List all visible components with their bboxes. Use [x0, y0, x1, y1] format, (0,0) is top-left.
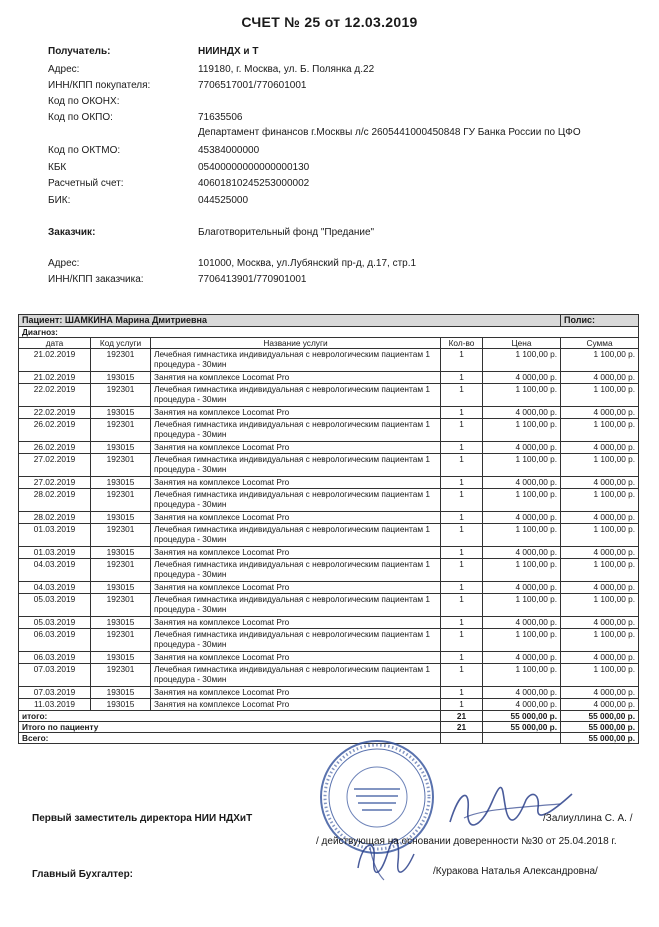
- table-row: [19, 512, 639, 524]
- cell-date: 26.02.2019: [19, 419, 91, 442]
- table-row: [19, 687, 639, 699]
- totals-sum: 55 000,00 р.: [561, 733, 639, 744]
- cell-code: 193015: [91, 699, 151, 711]
- cell-date: 07.03.2019: [19, 664, 91, 687]
- services-table: [18, 314, 639, 744]
- table-row: [19, 524, 639, 547]
- cell-service-name: Занятия на комплексе Locomat Pro: [151, 407, 441, 419]
- cell-price: 4 000,00 р.: [483, 699, 561, 711]
- cell-service-name: Лечебная гимнастика индивидуальная с неврологическим пациентам 1 процедура - 30мин: [151, 419, 441, 442]
- cell-price: 1 100,00 р.: [483, 489, 561, 512]
- cell-qty: 1: [441, 489, 483, 512]
- cell-service-name: Лечебная гимнастика индивидуальная с неврологическим пациентам 1 процедура - 30мин: [151, 384, 441, 407]
- cell-service-name: Лечебная гимнастика индивидуальная с неврологическим пациентам 1 процедура - 30мин: [151, 454, 441, 477]
- cell-code: 193015: [91, 547, 151, 559]
- cell-service-name: Занятия на комплексе Locomat Pro: [151, 617, 441, 629]
- cell-code: 193015: [91, 372, 151, 384]
- cell-code: 192301: [91, 559, 151, 582]
- cell-sum: 1 100,00 р.: [561, 664, 639, 687]
- cell-date: 07.03.2019: [19, 687, 91, 699]
- accountant-name: /Куракова Наталья Александровна/: [433, 866, 598, 877]
- col-header-date: дата: [19, 338, 91, 349]
- cell-price: 4 000,00 р.: [483, 582, 561, 594]
- cell-service-name: Занятия на комплексе Locomat Pro: [151, 582, 441, 594]
- cell-sum: 4 000,00 р.: [561, 699, 639, 711]
- cell-sum: 1 100,00 р.: [561, 524, 639, 547]
- cell-service-name: Занятия на комплексе Locomat Pro: [151, 652, 441, 664]
- cell-date: 06.03.2019: [19, 629, 91, 652]
- table-row: [19, 489, 639, 512]
- recipient-field-label: Код по ОКПО:: [48, 112, 113, 123]
- cell-sum: 1 100,00 р.: [561, 454, 639, 477]
- diagnosis-label: Диагноз:: [19, 327, 639, 338]
- cell-sum: 4 000,00 р.: [561, 442, 639, 454]
- cell-price: 4 000,00 р.: [483, 512, 561, 524]
- cell-price: 1 100,00 р.: [483, 454, 561, 477]
- cell-sum: 4 000,00 р.: [561, 582, 639, 594]
- cell-code: 192301: [91, 349, 151, 372]
- cell-code: 192301: [91, 524, 151, 547]
- customer-field-value: 101000, Москва, ул.Лубянский пр-д, д.17, стр.1: [198, 258, 417, 269]
- cell-date: 21.02.2019: [19, 349, 91, 372]
- cell-sum: 4 000,00 р.: [561, 547, 639, 559]
- director-name: /Залиуллина С. А. /: [543, 813, 633, 824]
- cell-code: 192301: [91, 664, 151, 687]
- recipient-label: Получатель:: [48, 46, 111, 57]
- cell-code: 192301: [91, 489, 151, 512]
- table-row: [19, 547, 639, 559]
- cell-sum: 4 000,00 р.: [561, 407, 639, 419]
- cell-price: 1 100,00 р.: [483, 419, 561, 442]
- recipient-field-label: КБК: [48, 162, 67, 173]
- cell-price: 4 000,00 р.: [483, 477, 561, 489]
- cell-date: 26.02.2019: [19, 442, 91, 454]
- cell-price: 1 100,00 р.: [483, 664, 561, 687]
- recipient-field-value: 71635506: [198, 112, 243, 123]
- cell-date: 28.02.2019: [19, 489, 91, 512]
- recipient-field-label: БИК:: [48, 195, 71, 206]
- col-header-price: Цена: [483, 338, 561, 349]
- recipient-field-label: ИНН/КПП покупателя:: [48, 80, 151, 91]
- totals-label: итого:: [19, 711, 441, 722]
- cell-price: 4 000,00 р.: [483, 372, 561, 384]
- cell-code: 193015: [91, 617, 151, 629]
- recipient-field-label: Код по ОКТМО:: [48, 145, 121, 156]
- col-header-name: Название услуги: [151, 338, 441, 349]
- cell-qty: 1: [441, 512, 483, 524]
- table-header-row: [19, 338, 639, 349]
- customer-field-value: 7706413901/770901001: [198, 274, 307, 285]
- cell-qty: 1: [441, 699, 483, 711]
- recipient-name: НИИНДХ и Т: [198, 46, 259, 57]
- cell-price: 1 100,00 р.: [483, 349, 561, 372]
- cell-code: 192301: [91, 419, 151, 442]
- table-row: [19, 594, 639, 617]
- cell-price: 1 100,00 р.: [483, 524, 561, 547]
- totals-label: Итого по пациенту: [19, 722, 441, 733]
- recipient-field-value: 05400000000000000130: [198, 162, 310, 173]
- recipient-field-value: 119180, г. Москва, ул. Б. Полянка д.22: [198, 64, 375, 75]
- cell-code: 193015: [91, 687, 151, 699]
- cell-price: 1 100,00 р.: [483, 384, 561, 407]
- cell-sum: 4 000,00 р.: [561, 477, 639, 489]
- patient-row: [19, 315, 639, 327]
- cell-qty: 1: [441, 384, 483, 407]
- director-signature: [440, 780, 580, 840]
- totals-sum: 55 000,00 р.: [561, 722, 639, 733]
- totals-qty: 21: [441, 722, 483, 733]
- cell-sum: 1 100,00 р.: [561, 594, 639, 617]
- cell-qty: 1: [441, 349, 483, 372]
- customer-field-label: ИНН/КПП заказчика:: [48, 274, 144, 285]
- table-row: [19, 384, 639, 407]
- cell-price: 1 100,00 р.: [483, 594, 561, 617]
- cell-date: 22.02.2019: [19, 384, 91, 407]
- recipient-field-value: 45384000000: [198, 145, 260, 156]
- cell-sum: 1 100,00 р.: [561, 489, 639, 512]
- cell-price: 4 000,00 р.: [483, 442, 561, 454]
- cell-date: 05.03.2019: [19, 617, 91, 629]
- cell-price: 1 100,00 р.: [483, 559, 561, 582]
- cell-date: 04.03.2019: [19, 559, 91, 582]
- cell-code: 193015: [91, 652, 151, 664]
- totals-label: Всего:: [19, 733, 441, 744]
- cell-code: 192301: [91, 629, 151, 652]
- services-table-wrap: [18, 314, 638, 744]
- totals-row: [19, 722, 639, 733]
- cell-code: 192301: [91, 454, 151, 477]
- totals-row: [19, 711, 639, 722]
- table-row: [19, 652, 639, 664]
- cell-date: 01.03.2019: [19, 547, 91, 559]
- cell-price: 1 100,00 р.: [483, 629, 561, 652]
- cell-sum: 4 000,00 р.: [561, 617, 639, 629]
- table-row: [19, 559, 639, 582]
- cell-date: 28.02.2019: [19, 512, 91, 524]
- recipient-field-label: Адрес:: [48, 64, 80, 75]
- cell-qty: 1: [441, 594, 483, 617]
- cell-date: 21.02.2019: [19, 372, 91, 384]
- invoice-title: СЧЕТ № 25 от 12.03.2019: [241, 14, 418, 30]
- director-label: Первый заместитель директора НИИ НДХиТ: [32, 813, 253, 824]
- cell-code: 192301: [91, 594, 151, 617]
- cell-qty: 1: [441, 477, 483, 489]
- cell-code: 193015: [91, 582, 151, 594]
- totals-sum: 55 000,00 р.: [561, 711, 639, 722]
- cell-sum: 4 000,00 р.: [561, 512, 639, 524]
- table-row: [19, 699, 639, 711]
- recipient-field-value: 7706517001/770601001: [198, 80, 307, 91]
- table-row: [19, 664, 639, 687]
- cell-sum: 4 000,00 р.: [561, 372, 639, 384]
- cell-date: 27.02.2019: [19, 477, 91, 489]
- cell-qty: 1: [441, 652, 483, 664]
- cell-date: 01.03.2019: [19, 524, 91, 547]
- table-row: [19, 407, 639, 419]
- cell-code: 192301: [91, 384, 151, 407]
- cell-date: 27.02.2019: [19, 454, 91, 477]
- cell-sum: 4 000,00 р.: [561, 652, 639, 664]
- table-row: [19, 372, 639, 384]
- cell-sum: 1 100,00 р.: [561, 629, 639, 652]
- cell-qty: 1: [441, 419, 483, 442]
- table-row: [19, 617, 639, 629]
- table-row: [19, 477, 639, 489]
- cell-qty: 1: [441, 559, 483, 582]
- cell-date: 22.02.2019: [19, 407, 91, 419]
- cell-qty: 1: [441, 582, 483, 594]
- table-row: [19, 442, 639, 454]
- cell-qty: 1: [441, 454, 483, 477]
- cell-price: 4 000,00 р.: [483, 547, 561, 559]
- cell-qty: 1: [441, 629, 483, 652]
- recipient-field-label: Код по ОКОНХ:: [48, 96, 120, 107]
- cell-qty: 1: [441, 524, 483, 547]
- recipient-field-value: 40601810245253000002: [198, 178, 310, 189]
- cell-service-name: Лечебная гимнастика индивидуальная с неврологическим пациентам 1 процедура - 30мин: [151, 629, 441, 652]
- cell-service-name: Занятия на комплексе Locomat Pro: [151, 512, 441, 524]
- cell-service-name: Занятия на комплексе Locomat Pro: [151, 547, 441, 559]
- table-row: [19, 582, 639, 594]
- cell-price: 4 000,00 р.: [483, 652, 561, 664]
- table-row: [19, 629, 639, 652]
- cell-sum: 1 100,00 р.: [561, 349, 639, 372]
- cell-date: 04.03.2019: [19, 582, 91, 594]
- cell-service-name: Занятия на комплексе Locomat Pro: [151, 687, 441, 699]
- cell-code: 193015: [91, 477, 151, 489]
- recipient-field-value: 044525000: [198, 195, 249, 206]
- proxy-text: / действующая на основании доверенности №30 от 25.04.2018 г.: [316, 836, 617, 847]
- cell-service-name: Занятия на комплексе Locomat Pro: [151, 372, 441, 384]
- table-row: [19, 349, 639, 372]
- cell-qty: 1: [441, 687, 483, 699]
- cell-sum: 1 100,00 р.: [561, 384, 639, 407]
- cell-qty: 1: [441, 407, 483, 419]
- cell-date: 06.03.2019: [19, 652, 91, 664]
- recipient-field-value: Департамент финансов г.Москвы л/с 2605441000450848 ГУ Банка России по ЦФО: [198, 127, 581, 138]
- col-header-qty: Кол-во: [441, 338, 483, 349]
- cell-code: 193015: [91, 442, 151, 454]
- cell-qty: 1: [441, 547, 483, 559]
- cell-service-name: Лечебная гимнастика индивидуальная с неврологическим пациентам 1 процедура - 30мин: [151, 349, 441, 372]
- totals-price: 55 000,00 р.: [483, 722, 561, 733]
- cell-price: 4 000,00 р.: [483, 687, 561, 699]
- col-header-sum: Сумма: [561, 338, 639, 349]
- cell-service-name: Лечебная гимнастика индивидуальная с неврологическим пациентам 1 процедура - 30мин: [151, 524, 441, 547]
- cell-sum: 1 100,00 р.: [561, 419, 639, 442]
- cell-service-name: Занятия на комплексе Locomat Pro: [151, 477, 441, 489]
- policy-label: Полис:: [561, 315, 639, 327]
- totals-price: 55 000,00 р.: [483, 711, 561, 722]
- cell-code: 193015: [91, 407, 151, 419]
- cell-price: 4 000,00 р.: [483, 407, 561, 419]
- cell-sum: 4 000,00 р.: [561, 687, 639, 699]
- table-row: [19, 419, 639, 442]
- cell-qty: 1: [441, 664, 483, 687]
- col-header-code: Код услуги: [91, 338, 151, 349]
- table-row: [19, 454, 639, 477]
- cell-service-name: Лечебная гимнастика индивидуальная с неврологическим пациентам 1 процедура - 30мин: [151, 489, 441, 512]
- customer-label: Заказчик:: [48, 227, 96, 238]
- cell-service-name: Занятия на комплексе Locomat Pro: [151, 442, 441, 454]
- customer-name: Благотворительный фонд "Предание": [198, 227, 375, 238]
- cell-code: 193015: [91, 512, 151, 524]
- accountant-label: Главный Бухгалтер:: [32, 869, 134, 880]
- cell-qty: 1: [441, 372, 483, 384]
- cell-price: 4 000,00 р.: [483, 617, 561, 629]
- cell-qty: 1: [441, 617, 483, 629]
- cell-sum: 1 100,00 р.: [561, 559, 639, 582]
- cell-date: 05.03.2019: [19, 594, 91, 617]
- recipient-field-label: Расчетный счет:: [48, 178, 124, 189]
- totals-qty: [441, 733, 483, 744]
- cell-service-name: Занятия на комплексе Locomat Pro: [151, 699, 441, 711]
- totals-price: [483, 733, 561, 744]
- cell-date: 11.03.2019: [19, 699, 91, 711]
- patient-label: Пациент: ШАМКИНА Марина Дмитриевна: [19, 315, 561, 327]
- cell-service-name: Лечебная гимнастика индивидуальная с неврологическим пациентам 1 процедура - 30мин: [151, 594, 441, 617]
- customer-field-label: Адрес:: [48, 258, 80, 269]
- totals-qty: 21: [441, 711, 483, 722]
- cell-service-name: Лечебная гимнастика индивидуальная с неврологическим пациентам 1 процедура - 30мин: [151, 664, 441, 687]
- cell-qty: 1: [441, 442, 483, 454]
- cell-service-name: Лечебная гимнастика индивидуальная с неврологическим пациентам 1 процедура - 30мин: [151, 559, 441, 582]
- diagnosis-row: [19, 327, 639, 338]
